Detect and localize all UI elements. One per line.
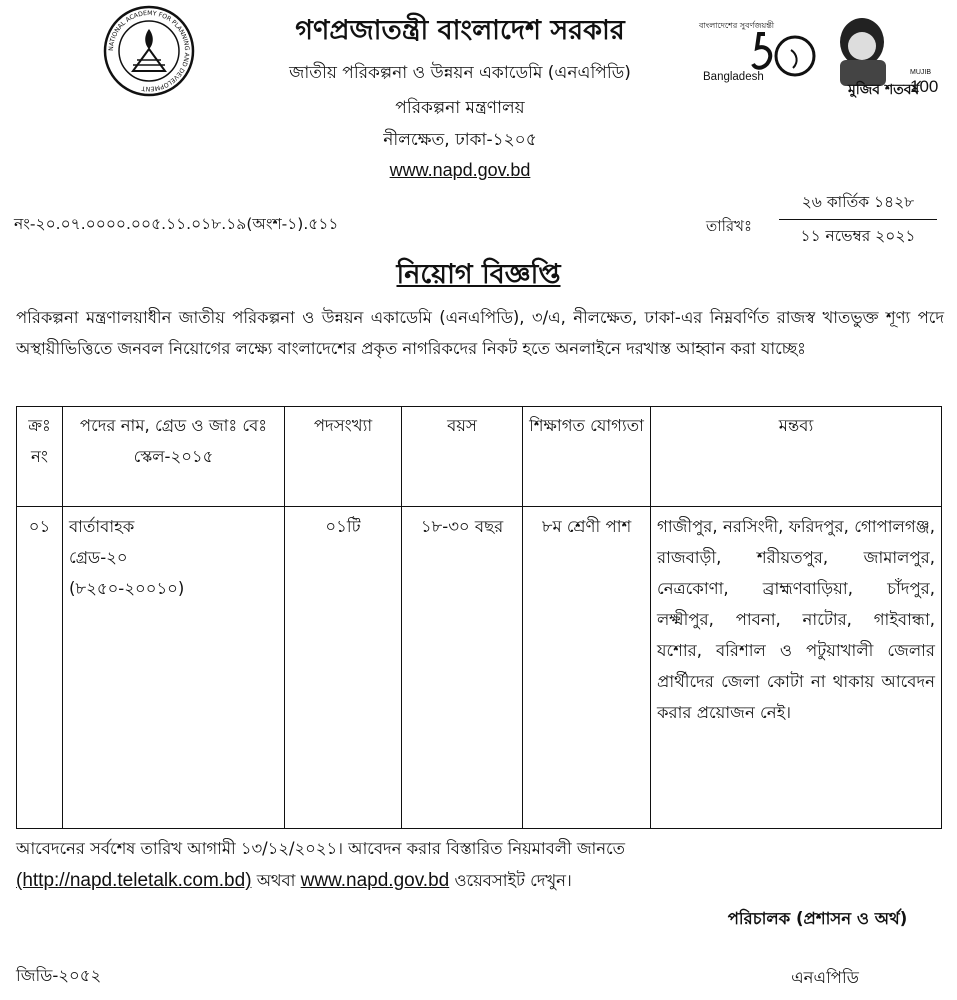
table-row	[17, 507, 942, 829]
b50-label: Bangladesh	[703, 71, 764, 83]
row-post-name: বার্তাবাহক	[69, 517, 135, 536]
row-remarks: গাজীপুর, নরসিংদী, ফরিদপুর, গোপালগঞ্জ, রাজবাড়ী, শরীয়তপুর, জামালপুর, নেত্রকোণা, ব্রাহ্মণবাড়িয়া, চাঁদপুর, লক্ষ্মীপুর, পাবনা, নাটোর, গাইবান্ধা, যশোর, বরিশাল ও পটুয়াখালী জেলার প্রার্থীদের জেলা কোটা না থাকায় আবেদন করার প্রয়োজন নেই।	[651, 507, 942, 829]
row-count: ০১টি	[285, 507, 402, 829]
header-website[interactable]	[230, 160, 690, 181]
academy-name: জাতীয় পরিকল্পনা ও উন্নয়ন একাডেমি (এনএপিডি)	[289, 63, 631, 83]
mujib-number: 100	[910, 77, 939, 96]
date-label: তারিখঃ	[706, 217, 752, 235]
date-english: ১১ নভেম্বর ২০২১	[800, 227, 916, 245]
signer-organization: এনএপিডি	[791, 968, 859, 987]
mujib-label: মুজিব শতবর্ষ	[848, 82, 920, 98]
footer-website-link[interactable]: www.napd.gov.bd	[300, 870, 450, 891]
notice-intro: পরিকল্পনা মন্ত্রণালয়াধীন জাতীয় পরিকল্পনা ও উন্নয়ন একাডেমি (এনএপিডি), ৩/এ, নীলক্ষেত, ঢাকা-এর নিম্নবর্ণিত রাজস্ব খাতভুক্ত শূণ্য পদে অস্থায়ীভিত্তিতে জনবল নিয়োগের লক্ষ্যে বাংলাদেশের প্রকৃত নাগরিকদের নিকট হতে অনলাইনে দরখাস্ত আহ্বান করা যাচ্ছেঃ	[16, 308, 944, 358]
memo-number: নং-২০.০৭.০০০০.০০৫.১১.০১৮.১৯(অংশ-১).৫১১	[14, 215, 339, 233]
row-serial: ০১	[17, 507, 63, 829]
header-website-link[interactable]: www.napd.gov.bd	[389, 160, 531, 180]
ministry-name: পরিকল্পনা মন্ত্রণালয়	[395, 98, 525, 118]
see-website-text: ওয়েবসাইট দেখুন।	[454, 871, 572, 890]
posts-table	[16, 406, 942, 829]
mujib-small-label: MUJIB	[910, 69, 931, 76]
notice-title: নিয়োগ বিজ্ঞপ্তি	[396, 259, 561, 290]
napd-logo	[103, 5, 195, 97]
deadline-note: আবেদনের সর্বশেষ তারিখ আগামী ১৩/১২/২০২১। আবেদন করার বিস্তারিত নিয়মাবলী জানতে	[16, 839, 625, 858]
flame-icon	[145, 29, 153, 49]
date-block	[779, 190, 937, 250]
or-text: অথবা	[256, 871, 296, 890]
footer-links	[16, 868, 572, 895]
table-header-row	[17, 407, 942, 507]
date-bangla: ২৬ কার্তিক ১৪২৮	[779, 190, 937, 220]
teletalk-link[interactable]: (http://napd.teletalk.com.bd)	[16, 870, 252, 891]
signer-designation: পরিচালক (প্রশাসন ও অর্থ)	[727, 909, 908, 928]
row-post-scale: (৮২৫০-২০০১০)	[69, 579, 185, 598]
header-remarks: মন্তব্য	[651, 407, 942, 507]
b50-top-text: বাংলাদেশের সুবর্ণজয়ন্তী	[699, 21, 775, 30]
row-education: ৮ম শ্রেণী পাশ	[523, 507, 651, 829]
header-age: বয়স	[402, 407, 523, 507]
government-title: গণপ্রজাতন্ত্রী বাংলাদেশ সরকার	[295, 15, 625, 46]
row-post	[63, 507, 285, 829]
bangladesh-50-logo	[695, 14, 817, 94]
header-count: পদসংখ্যা	[285, 407, 402, 507]
mujib-100-logo	[820, 10, 945, 98]
row-age: ১৮-৩০ বছর	[402, 507, 523, 829]
gd-number: জিডি-২০৫২	[16, 966, 102, 985]
svg-text:NATIONAL ACADEMY FOR PLANNING	[108, 10, 190, 92]
office-address: নীলক্ষেত, ঢাকা-১২০৫	[383, 130, 537, 150]
row-post-grade: গ্রেড-২০	[69, 548, 128, 567]
header-education: শিক্ষাগত যোগ্যতা	[523, 407, 651, 507]
header-serial: ক্রঃ নং	[17, 407, 63, 507]
logo-ring-text: NATIONAL ACADEMY FOR PLANNING AND DEVELOPMENT	[107, 9, 191, 93]
header-post: পদের নাম, গ্রেড ও জাঃ বেঃ স্কেল-২০১৫	[63, 407, 285, 507]
